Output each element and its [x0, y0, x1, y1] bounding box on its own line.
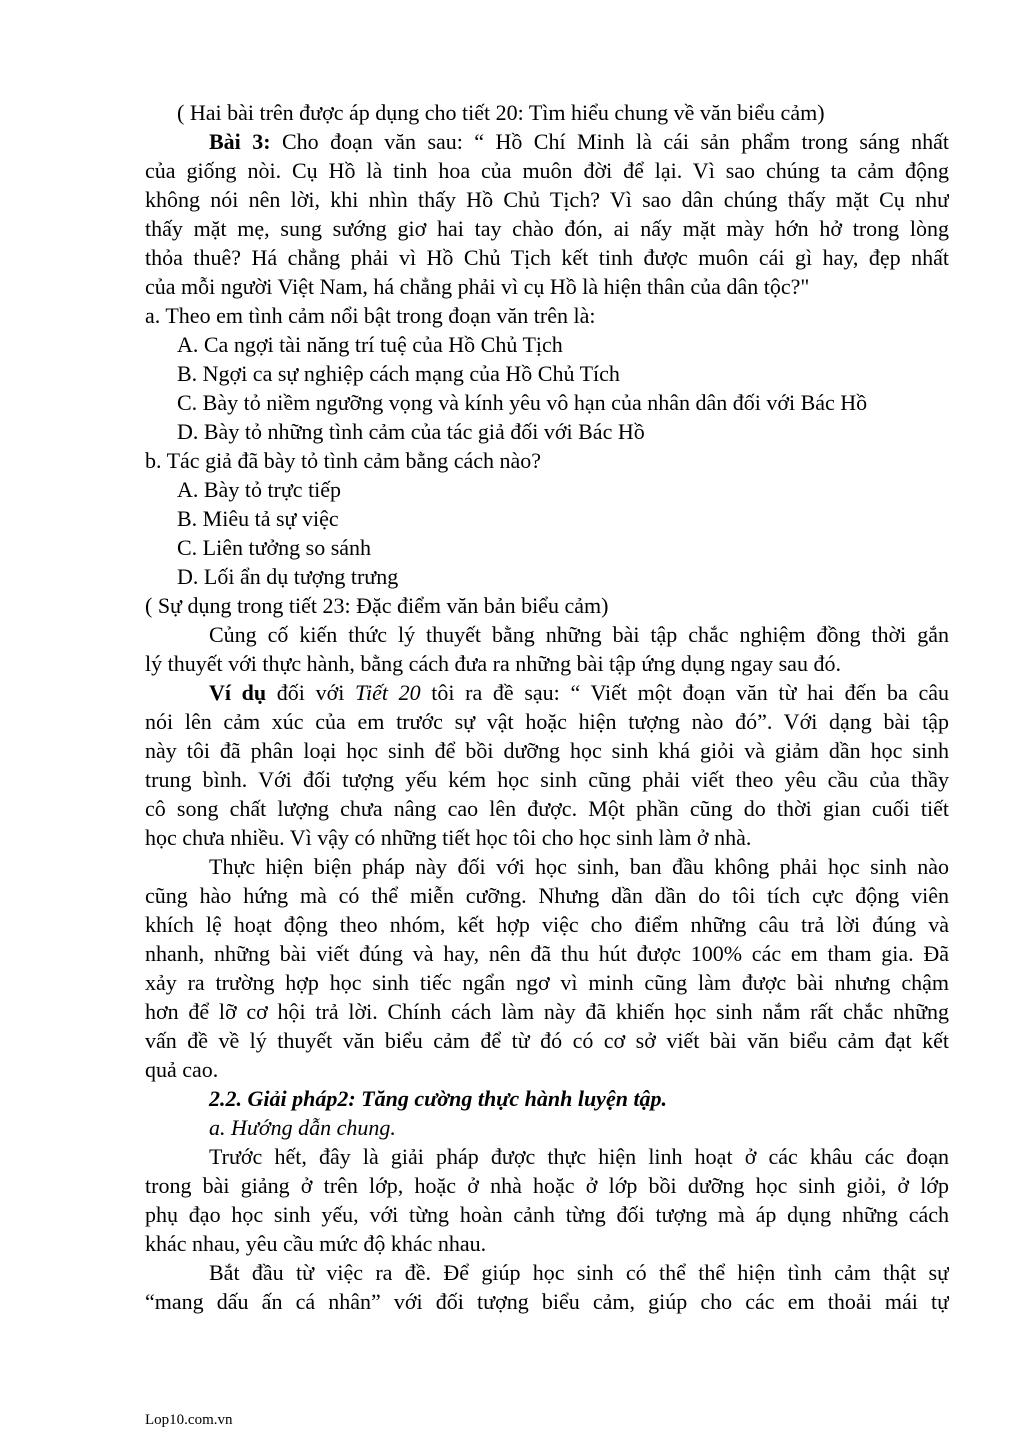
example-line: [209, 678, 949, 707]
option-b-A: A. Bày tỏ trực tiếp: [177, 477, 342, 502]
paragraph-line: học chưa nhiều. Vì vậy có những tiết học tôi cho học sinh làm ở nhà.: [145, 825, 752, 850]
paragraph-line: lý thuyết với thực hành, bằng cách đưa ra những bài tập ứng dụng ngay sau đó.: [145, 651, 841, 676]
paragraph-line: Củng cố kiến thức lý thuyết bằng những bài tập chắc nghiệm đồng thời gắn: [209, 622, 949, 647]
lesson-ref: Tiết 20: [354, 680, 421, 705]
question-a: a. Theo em tình cảm nổi bật trong đoạn văn trên là:: [145, 303, 596, 328]
section-heading: 2.2. Giải pháp2: Tăng cường thực hành luyện tập.: [209, 1086, 668, 1111]
paragraph-line: khác nhau, yêu cầu mức độ khác nhau.: [145, 1231, 487, 1256]
option-b-D: D. Lối ẩn dụ tượng trưng: [177, 564, 399, 589]
footer-site-name: Lop10.com.vn: [145, 1412, 233, 1428]
subsection-heading: a. Hướng dẫn chung.: [209, 1115, 396, 1140]
option-a-D: D. Bày tỏ những tình cảm của tác giả đối với Bác Hồ: [177, 419, 645, 444]
paragraph-line: “mang dấu ấn cá nhân” với đối tượng biểu cảm, giúp cho các em thoải mái tự: [145, 1289, 949, 1314]
quote-line: của giống nòi. Cụ Hồ là tinh hoa của muôn đời để lại. Vì sao chúng ta cảm động: [145, 158, 949, 183]
option-a-C: C. Bày tỏ niềm ngưỡng vọng và kính yêu vô hạn của nhân dân đối với Bác Hồ: [177, 390, 868, 415]
paragraph-line: nói lên cảm xúc của em trước sự vật hoặc hiện tượng nào đó”. Với dạng bài tập: [145, 709, 949, 734]
paragraph-line: trung bình. Với đối tượng yếu kém học sinh cũng phải viết theo yêu cầu của thầy: [145, 767, 949, 792]
option-b-C: C. Liên tưởng so sánh: [177, 535, 372, 560]
paragraph-line: xảy ra trường hợp học sinh tiếc ngẩn ngơ vì minh cũng làm được bài nhưng chậm: [145, 970, 949, 995]
exercise-3-label: Bài 3:: [209, 129, 271, 154]
paragraph-line: cô song chất lượng chưa nâng cao lên được. Một phần cũng do thời gian cuối tiết: [145, 796, 949, 821]
note-lesson-20: ( Hai bài trên được áp dụng cho tiết 20: Tìm hiểu chung về văn biểu cảm): [177, 100, 825, 125]
paragraph-line: Trước hết, đây là giải pháp được thực hiện linh hoạt ở các khâu các đoạn: [209, 1144, 949, 1169]
option-a-A: A. Ca ngợi tài năng trí tuệ của Hồ Chủ Tịch: [177, 332, 563, 357]
paragraph-line: phụ đạo học sinh yếu, với từng hoàn cảnh từng đối tượng mà áp dụng những cách: [145, 1202, 949, 1227]
paragraph-line: này tôi đã phân loại học sinh để bồi dưỡng học sinh khá giỏi và giảm dần học sinh: [145, 738, 949, 763]
paragraph-line: quả cao.: [145, 1057, 219, 1082]
option-a-B: B. Ngợi ca sự nghiệp cách mạng của Hồ Chủ Tích: [177, 361, 620, 386]
paragraph-line: trong bài giảng ở trên lớp, hoặc ở nhà hoặc ở lớp bồi dưỡng học sinh giỏi, ở lớp: [145, 1173, 949, 1198]
question-b: b. Tác giả đã bày tỏ tình cảm bằng cách nào?: [145, 448, 542, 473]
exercise-3-intro: Cho đoạn văn sau: “ Hồ Chí Minh là cái sản phẩm trong sáng nhất: [270, 129, 949, 154]
note-lesson-23: ( Sự dụng trong tiết 23: Đặc điểm văn bản biểu cảm): [145, 593, 609, 618]
paragraph-line: nhanh, những bài viết đúng và hay, nên đã thu hút được 100% các em tham gia. Đã: [145, 941, 949, 966]
option-b-B: B. Miêu tả sự việc: [177, 506, 339, 531]
quote-line: không nói nên lời, khi nhìn thấy Hồ Chủ Tịch? Vì sao dân chúng thấy mặt Cụ như: [145, 187, 949, 212]
quote-line: của mỗi người Việt Nam, há chẳng phải vì cụ Hồ là hiện thân của dân tộc?": [145, 274, 810, 299]
paragraph-line: cũng hào hứng mà có thể miễn cưỡng. Nhưng dần dần do tôi tích cực động viên: [145, 883, 949, 908]
example-label: Ví dụ: [209, 680, 267, 705]
quote-line: thỏa thuê? Há chẳng phải vì Hồ Chủ Tịch kết tinh được muôn cái gì hay, đẹp nhất: [145, 245, 949, 270]
paragraph-line: khích lệ hoạt động theo nhóm, kết hợp việc cho điểm những câu trả lời đúng và: [145, 912, 949, 937]
paragraph-line: Bắt đầu từ việc ra đề. Để giúp học sinh có thể thể hiện tình cảm thật sự: [209, 1260, 949, 1285]
paragraph-line: hơn để lỡ cơ hội trả lời. Chính cách làm này đã khiến học sinh nắm rất chắc những: [145, 999, 949, 1024]
example-text: tôi ra đề sạu: “ Viết một đoạn văn từ hai đến ba câu: [420, 680, 949, 705]
paragraph-line: vấn đề về lý thuyết văn biểu cảm để từ đó có cơ sở viết bài văn biểu cảm đạt kết: [145, 1028, 949, 1053]
quote-line: thấy mặt mẹ, sung sướng giơ hai tay chào đón, ai nấy mặt mày hớn hở trong lòng: [145, 216, 949, 241]
example-text: đối với: [266, 680, 355, 705]
exercise-3-heading-line: [209, 127, 949, 156]
paragraph-line: Thực hiện biện pháp này đối với học sinh, ban đầu không phải học sinh nào: [209, 854, 949, 879]
